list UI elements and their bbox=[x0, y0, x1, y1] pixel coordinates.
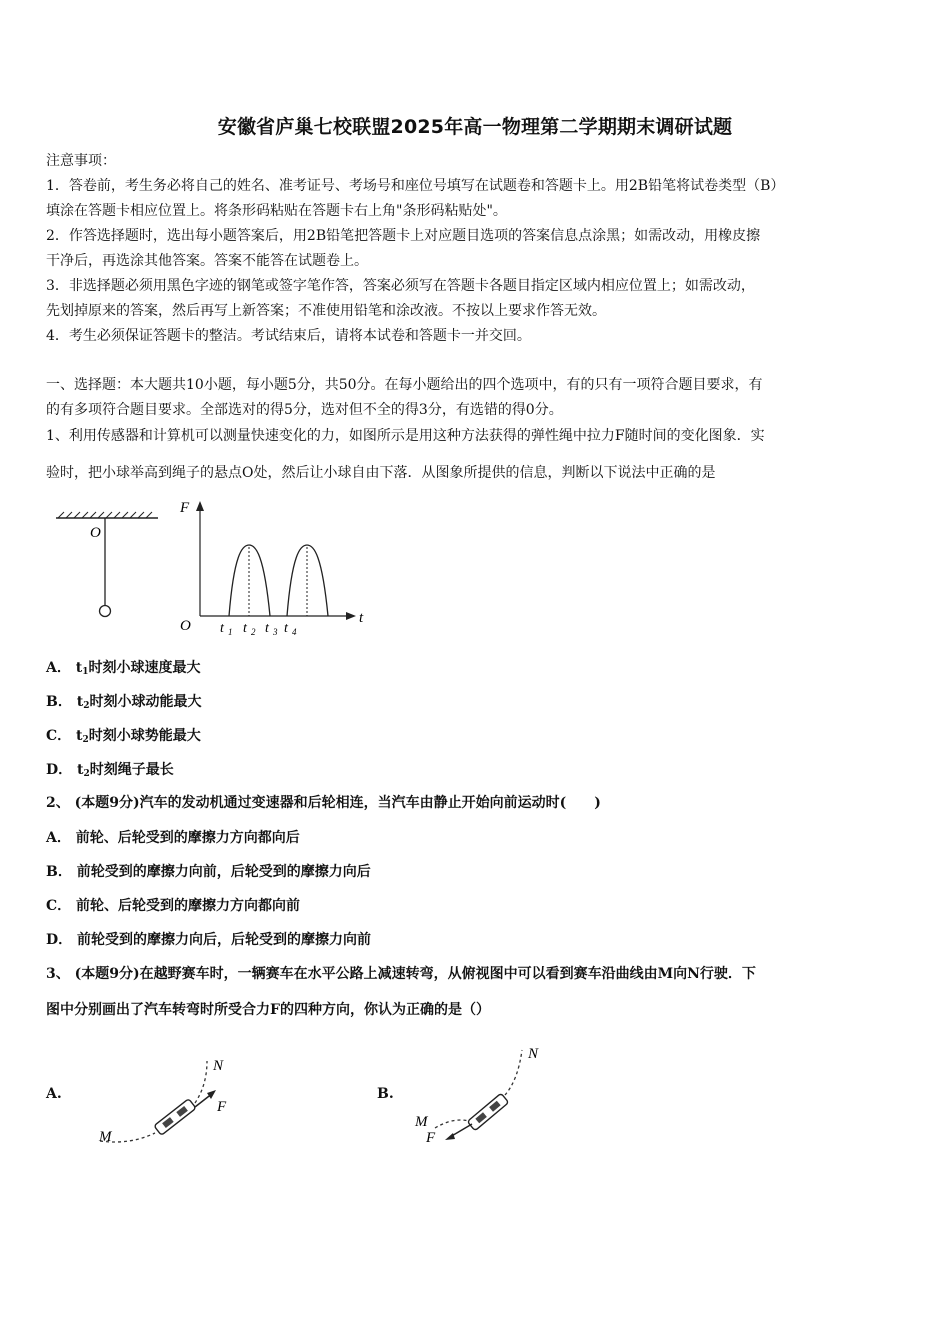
x-axis-label: t bbox=[359, 610, 364, 626]
svg-text:3: 3 bbox=[273, 627, 278, 637]
svg-text:t: t bbox=[265, 621, 269, 636]
path-car-to-n bbox=[195, 1061, 207, 1103]
q1-stem-line: 1、利用传感器和计算机可以测量快速变化的力，如图所示是用这种方法获得的弹性绳中拉力F随时间的变化图象．实 bbox=[46, 428, 765, 444]
label-n: N bbox=[213, 1058, 224, 1074]
path-car-to-n bbox=[505, 1050, 522, 1095]
q1-stem-line: 验时，把小球举高到绳子的悬点O处，然后让小球自由下落．从图象所提供的信息，判断以下说法中正确的是 bbox=[46, 465, 716, 481]
q2-option-c[interactable]: C． 前轮、后轮受到的摩擦力方向都向前 bbox=[46, 898, 301, 914]
tick-label-t4 bbox=[284, 621, 297, 637]
force-arrowhead bbox=[445, 1133, 455, 1140]
car bbox=[467, 1093, 508, 1130]
q2-stem: 2、 (本题9分)汽车的发动机通过变速器和后轮相连，当汽车由静止开始向前运动时( ) bbox=[46, 795, 601, 811]
label-f: F bbox=[426, 1130, 436, 1145]
force-arrowhead bbox=[207, 1090, 216, 1099]
notice-line: 2．作答选择题时，选出每小题答案后，用2B铅笔把答题卡上对应题目选项的答案信息点涂黑；如需改动，用橡皮擦 bbox=[46, 228, 761, 244]
page-title: 安徽省庐巢七校联盟2025年高一物理第二学期期末调研试题 bbox=[217, 116, 733, 138]
q1-figure bbox=[46, 495, 376, 640]
q1-option-c[interactable]: C． $t_2$时刻小球势能最大 bbox=[46, 728, 201, 745]
ceiling-hatch bbox=[56, 512, 158, 518]
label-n: N bbox=[528, 1046, 539, 1062]
notice-heading: 注意事项： bbox=[46, 153, 116, 169]
q3-stem-line: 3、 (本题9分)在越野赛车时，一辆赛车在水平公路上减速转弯，从俯视图中可以看到赛车沿曲线由M向N行驶．下 bbox=[46, 966, 756, 982]
pivot-label: O bbox=[90, 525, 101, 541]
notice-line: 1．答卷前，考生务必将自己的姓名、准考证号、考场号和座位号填写在试题卷和答题卡上。用2B铅笔将试卷类型（B） bbox=[46, 178, 785, 194]
svg-text:t: t bbox=[243, 621, 247, 636]
q2-option-a[interactable]: A． 前轮、后轮受到的摩擦力方向都向后 bbox=[46, 830, 300, 846]
notice-line: 填涂在答题卡相应位置上。将条形码粘贴在答题卡右上角"条形码粘贴处"。 bbox=[46, 203, 507, 219]
q3-figure-a bbox=[95, 1055, 250, 1145]
q3-option-a-label[interactable]: A. bbox=[46, 1086, 62, 1102]
svg-text:t: t bbox=[284, 621, 288, 636]
q1-option-d[interactable]: D． $t_2$时刻绳子最长 bbox=[46, 762, 174, 779]
q3-option-b-label[interactable]: B. bbox=[377, 1086, 394, 1102]
notice-line: 先划掉原来的答案，然后再写上新答案；不准使用铅笔和涂改液。不按以上要求作答无效。 bbox=[46, 303, 606, 319]
svg-text:2: 2 bbox=[251, 627, 256, 637]
y-axis-label: F bbox=[180, 500, 190, 516]
tick-label-t2 bbox=[243, 621, 256, 637]
svg-text:1: 1 bbox=[228, 627, 233, 637]
label-m: M bbox=[415, 1114, 428, 1130]
tick-label-t3 bbox=[265, 621, 278, 637]
q2-option-b[interactable]: B． 前轮受到的摩擦力向前，后轮受到的摩擦力向后 bbox=[46, 864, 371, 880]
car bbox=[154, 1099, 196, 1136]
ball bbox=[100, 606, 111, 617]
x-axis-arrow bbox=[346, 612, 356, 620]
q3-stem-line: 图中分别画出了汽车转弯时所受合力F的四种方向，你认为正确的是（） bbox=[46, 1002, 490, 1018]
y-axis-arrow bbox=[196, 501, 204, 511]
tick-label-t1 bbox=[220, 621, 233, 637]
q1-option-b[interactable]: B． $t_2$时刻小球动能最大 bbox=[46, 694, 202, 711]
origin-label: O bbox=[180, 618, 191, 634]
label-f: F bbox=[217, 1099, 227, 1115]
svg-text:t: t bbox=[220, 621, 224, 636]
q3-figure-b bbox=[410, 1040, 560, 1145]
notice-line: 4．考生必须保证答题卡的整洁。考试结束后，请将本试卷和答题卡一并交回。 bbox=[46, 328, 531, 344]
section-heading-line: 一、选择题：本大题共10小题，每小题5分，共50分。在每小题给出的四个选项中，有的只有一项符合题目要求，有 bbox=[46, 377, 763, 393]
notice-line: 3．非选择题必须用黑色字迹的钢笔或签字笔作答，答案必须写在答题卡各题目指定区域内相应位置上；如需改动， bbox=[46, 278, 755, 294]
label-m: M bbox=[99, 1129, 112, 1145]
svg-text:4: 4 bbox=[292, 627, 297, 637]
notice-line: 干净后，再选涂其他答案。答案不能答在试题卷上。 bbox=[46, 253, 368, 269]
section-heading-line: 的有多项符合题目要求。全部选对的得5分，选对但不全的得3分，有选错的得0分。 bbox=[46, 402, 563, 418]
q1-option-a[interactable]: A． $t_1$时刻小球速度最大 bbox=[46, 660, 201, 677]
q2-option-d[interactable]: D． 前轮受到的摩擦力向后，后轮受到的摩擦力向前 bbox=[46, 932, 372, 948]
